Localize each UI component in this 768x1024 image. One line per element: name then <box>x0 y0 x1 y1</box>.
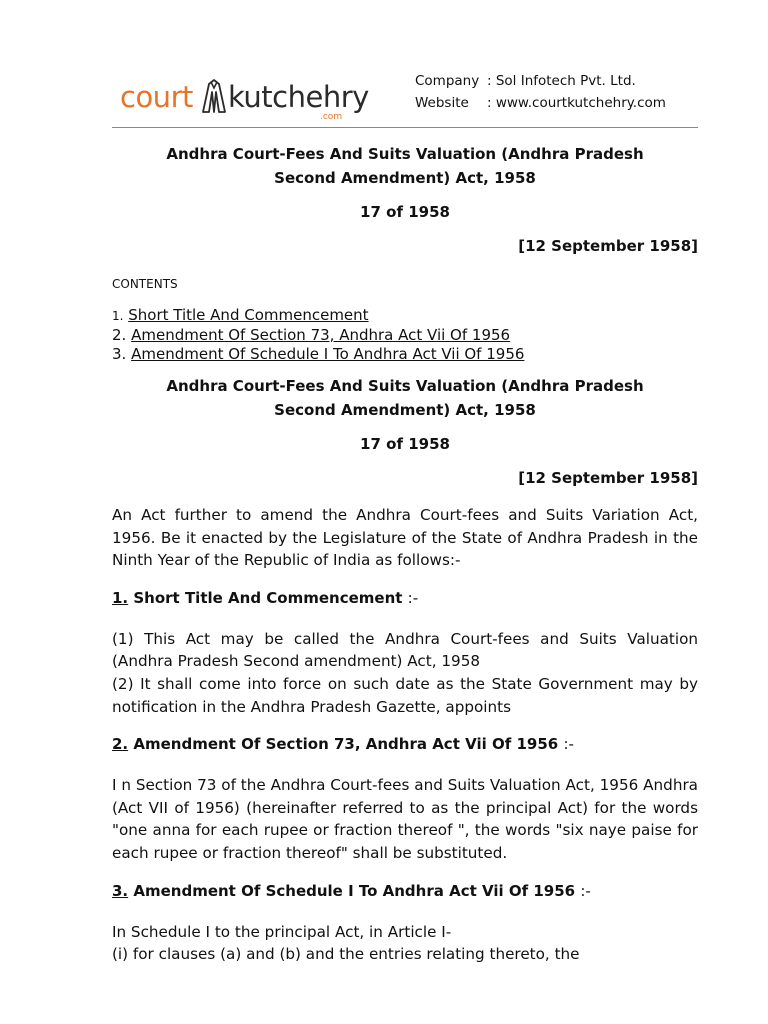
toc-item <box>112 345 698 364</box>
lawyer-gown-icon <box>199 78 229 116</box>
website-label: Website <box>415 95 469 111</box>
toc-link-short-title[interactable]: Short Title And Commencement <box>128 306 369 324</box>
logo-dotcom-text: .com <box>320 112 343 122</box>
section-1-heading <box>112 586 698 610</box>
contents-label: CONTENTS <box>112 277 178 291</box>
section-2-text: I n Section 73 of the Andhra Court-fees and Suits Valuation Act, 1956 Andhra (Act VII of 1956) (hereinafter referred to as the principal Act) for the words "one anna for each rupee or fraction thereof ", the words "six naye paise for each rupee or fraction thereof" shall be substituted. <box>112 776 698 862</box>
act-title-line-1: Andhra Court-Fees And Suits Valuation (Andhra Pradesh <box>166 377 644 395</box>
section-title: Amendment Of Section 73, Andhra Act Vii Of 1956 <box>133 735 559 754</box>
toc-link-section-73[interactable]: Amendment Of Section 73, Andhra Act Vii Of 1956 <box>131 326 511 344</box>
page-header <box>0 0 768 130</box>
toc-item <box>112 326 698 345</box>
act-number-repeat: 17 of 1958 <box>360 435 450 453</box>
section-3-intro: In Schedule I to the principal Act, in Article I- <box>112 922 452 941</box>
section-title: Amendment Of Schedule I To Andhra Act Vii Of 1956 <box>133 881 576 900</box>
section-1-clause-2: (2) It shall come into force on such date as the State Government may by notification in the Andhra Pradesh Gazette, appoints <box>112 674 698 716</box>
toc-item-number: 2. <box>112 326 127 344</box>
section-suffix: :- <box>407 588 419 607</box>
logo-court-text: court <box>120 80 193 114</box>
preamble-paragraph: An Act further to amend the Andhra Court-fees and Suits Variation Act, 1956. Be it enacted by the Legislature of the State of Andhra Pradesh in the Ninth Year of the Republic of India as follows:- <box>112 506 698 570</box>
toc-item-number: 1. <box>112 309 124 323</box>
courtkutchehry-logo[interactable] <box>120 76 380 122</box>
act-title <box>112 142 698 190</box>
logo-kutchehry-text: kutchehry <box>228 80 369 114</box>
toc-link-schedule-i[interactable]: Amendment Of Schedule I To Andhra Act Vii Of 1956 <box>131 345 525 363</box>
section-3-heading <box>112 879 698 903</box>
company-label: Company <box>415 73 480 89</box>
table-of-contents <box>112 306 698 364</box>
act-title-line-2: Second Amendment) Act, 1958 <box>274 401 536 419</box>
company-info <box>415 70 666 114</box>
section-suffix: :- <box>580 881 591 900</box>
section-number: 2. <box>112 735 129 754</box>
toc-item <box>112 306 698 326</box>
company-row <box>415 70 666 92</box>
website-value[interactable]: : www.courtkutchehry.com <box>487 95 666 111</box>
section-number: 1. <box>112 588 129 607</box>
toc-item-number: 3. <box>112 345 127 363</box>
section-1-clause-1: (1) This Act may be called the Andhra Court-fees and Suits Valuation (Andhra Pradesh Second amendment) Act, 1958 <box>112 629 698 671</box>
section-title: Short Title And Commencement <box>133 588 403 607</box>
section-3-clause-i: (i) for clauses (a) and (b) and the entries relating thereto, the <box>112 945 580 964</box>
company-value: : Sol Infotech Pvt. Ltd. <box>487 73 636 89</box>
header-divider <box>112 127 698 128</box>
act-title-repeat <box>112 374 698 422</box>
section-suffix: :- <box>563 735 574 754</box>
document-body <box>112 140 698 966</box>
act-title-line-2: Second Amendment) Act, 1958 <box>274 169 536 187</box>
act-date: [12 September 1958] <box>518 237 698 255</box>
act-title-line-1: Andhra Court-Fees And Suits Valuation (Andhra Pradesh <box>166 145 644 163</box>
act-date-repeat: [12 September 1958] <box>518 469 698 487</box>
website-row <box>415 92 666 114</box>
section-number: 3. <box>112 881 129 900</box>
act-number: 17 of 1958 <box>360 203 450 221</box>
section-2-heading <box>112 732 698 756</box>
